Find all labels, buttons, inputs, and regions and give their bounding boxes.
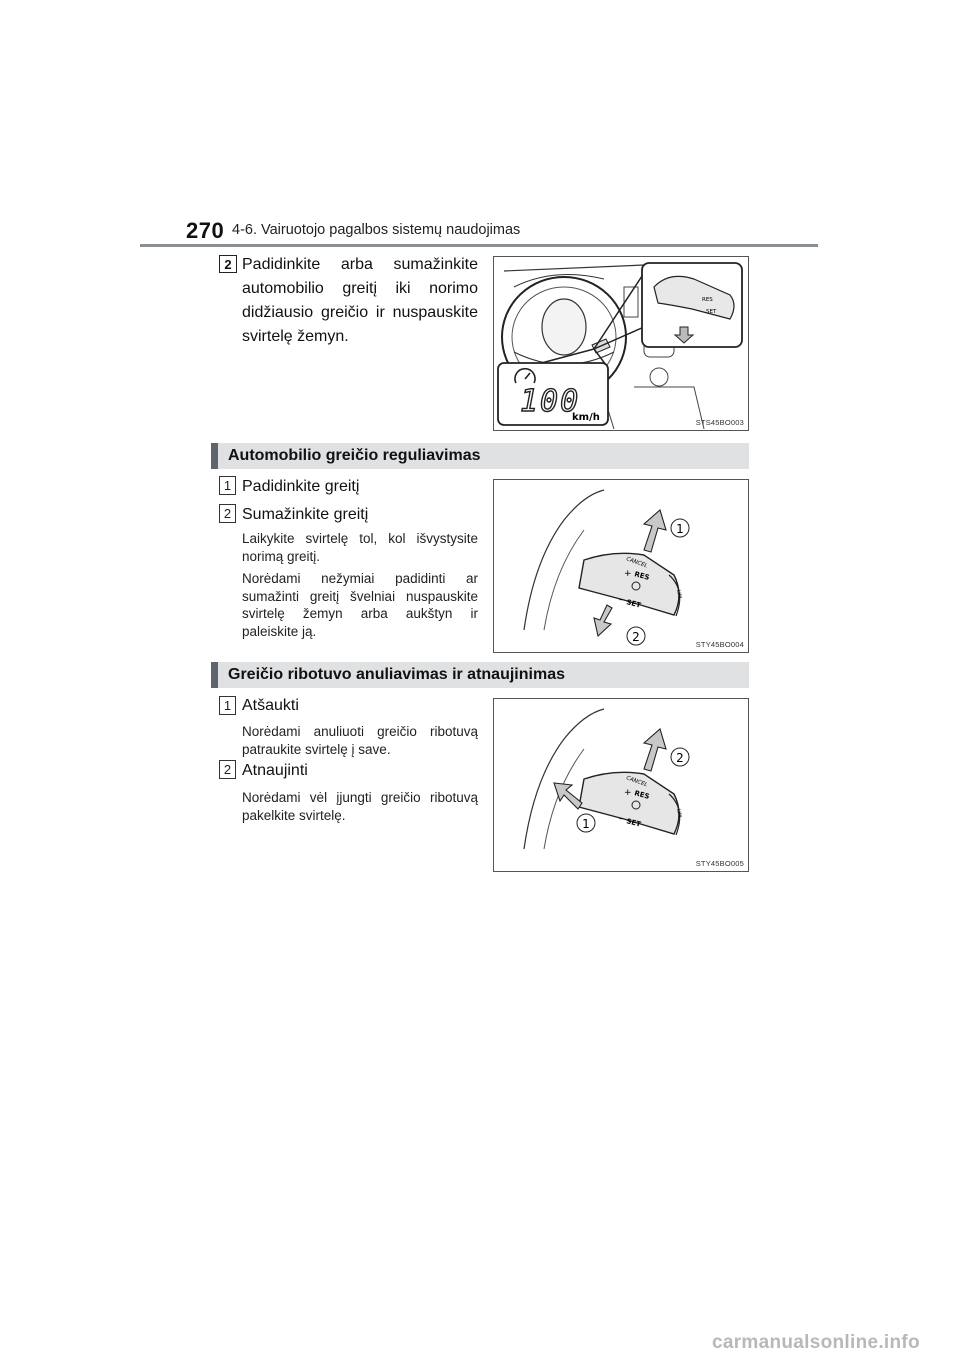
callout-1: 1 [676, 522, 684, 536]
step-text: Padidinkite arba sumažinkite automobilio greitį iki norimo didžiausio greičio ir nuspauskite svirtelę žemyn. [242, 256, 478, 345]
note-slight-adjust: Norėdami nežymiai padidinti ar sumažinti greitį švelniai nuspauskite svirtelę žemyn arba aukštyn ir paleiskite ją. [242, 571, 478, 639]
figure-lever-cancel [493, 698, 749, 872]
dashboard-illustration [494, 257, 748, 430]
figure-code: STY45BO005 [695, 859, 744, 868]
lever-adjust-illustration [494, 480, 748, 652]
lever-cancel-label: CANCEL [625, 775, 649, 789]
lever-lim-label: LIM [675, 589, 683, 599]
callout-2: 2 [676, 751, 684, 765]
section-header-speed-adjust: Automobilio greičio reguliavimas [211, 443, 749, 469]
item-label-decrease: Sumažinkite greitį [242, 506, 369, 523]
section-header-cancel-resume: Greičio ribotuvo anuliavimas ir atnaujinimas [211, 662, 749, 688]
figure-dashboard-lever [493, 256, 749, 431]
note-hold-lever: Laikykite svirtelę tol, kol išvystysite norimą greitį. [242, 531, 478, 564]
arrow-down-icon [594, 605, 612, 636]
lever-res-label: RES [633, 789, 651, 801]
note-cancel: Norėdami anuliuoti greičio ribotuvą patraukite svirtelę į save. [242, 724, 478, 757]
lever-res-label: RES [633, 570, 651, 582]
lever-res-label: RES [702, 297, 713, 303]
item-marker-2: 2 [219, 760, 236, 779]
lever-cancel-illustration [494, 699, 748, 871]
lever-minus-label: – [619, 595, 624, 605]
lever-cancel-label: CANCEL [625, 556, 649, 570]
watermark: carmanualsonline.info [712, 1332, 920, 1353]
lever-set-label: SET [625, 598, 642, 610]
arrow-up-icon [644, 729, 666, 771]
lever-minus-label: – [619, 814, 624, 824]
note-resume: Norėdami vėl įjungti greičio ribotuvą pakelkite svirtelę. [242, 790, 478, 823]
item-label-increase: Padidinkite greitį [242, 478, 360, 495]
figure-code: STS45BO003 [695, 418, 744, 427]
step-badge: 2 [219, 255, 237, 273]
lever-set-label: SET [706, 309, 717, 315]
arrow-pull-icon [554, 783, 582, 809]
item-marker-1: 1 [219, 476, 236, 495]
page-number: 270 [186, 218, 225, 243]
callout-1: 1 [582, 817, 590, 831]
item-label-resume: Atnaujinti [242, 762, 308, 779]
speed-unit: km/h [572, 412, 600, 423]
callout-2: 2 [632, 630, 640, 644]
running-header: 4-6. Vairuotojo pagalbos sistemų naudojimas [232, 222, 521, 238]
figure-code: STY45BO004 [695, 640, 744, 649]
lever-set-label: SET [625, 817, 642, 829]
arrow-up-icon [644, 510, 666, 552]
item-marker-1: 1 [219, 696, 236, 715]
header-rule [140, 244, 818, 247]
figure-lever-adjust [493, 479, 749, 653]
lever-plus-label: + [624, 569, 632, 579]
lever-lim-label: LIM [675, 808, 683, 818]
lever-plus-label: + [624, 788, 632, 798]
item-marker-2: 2 [219, 504, 236, 523]
item-label-cancel: Atšaukti [242, 697, 299, 714]
speed-value: 100 [520, 384, 581, 419]
